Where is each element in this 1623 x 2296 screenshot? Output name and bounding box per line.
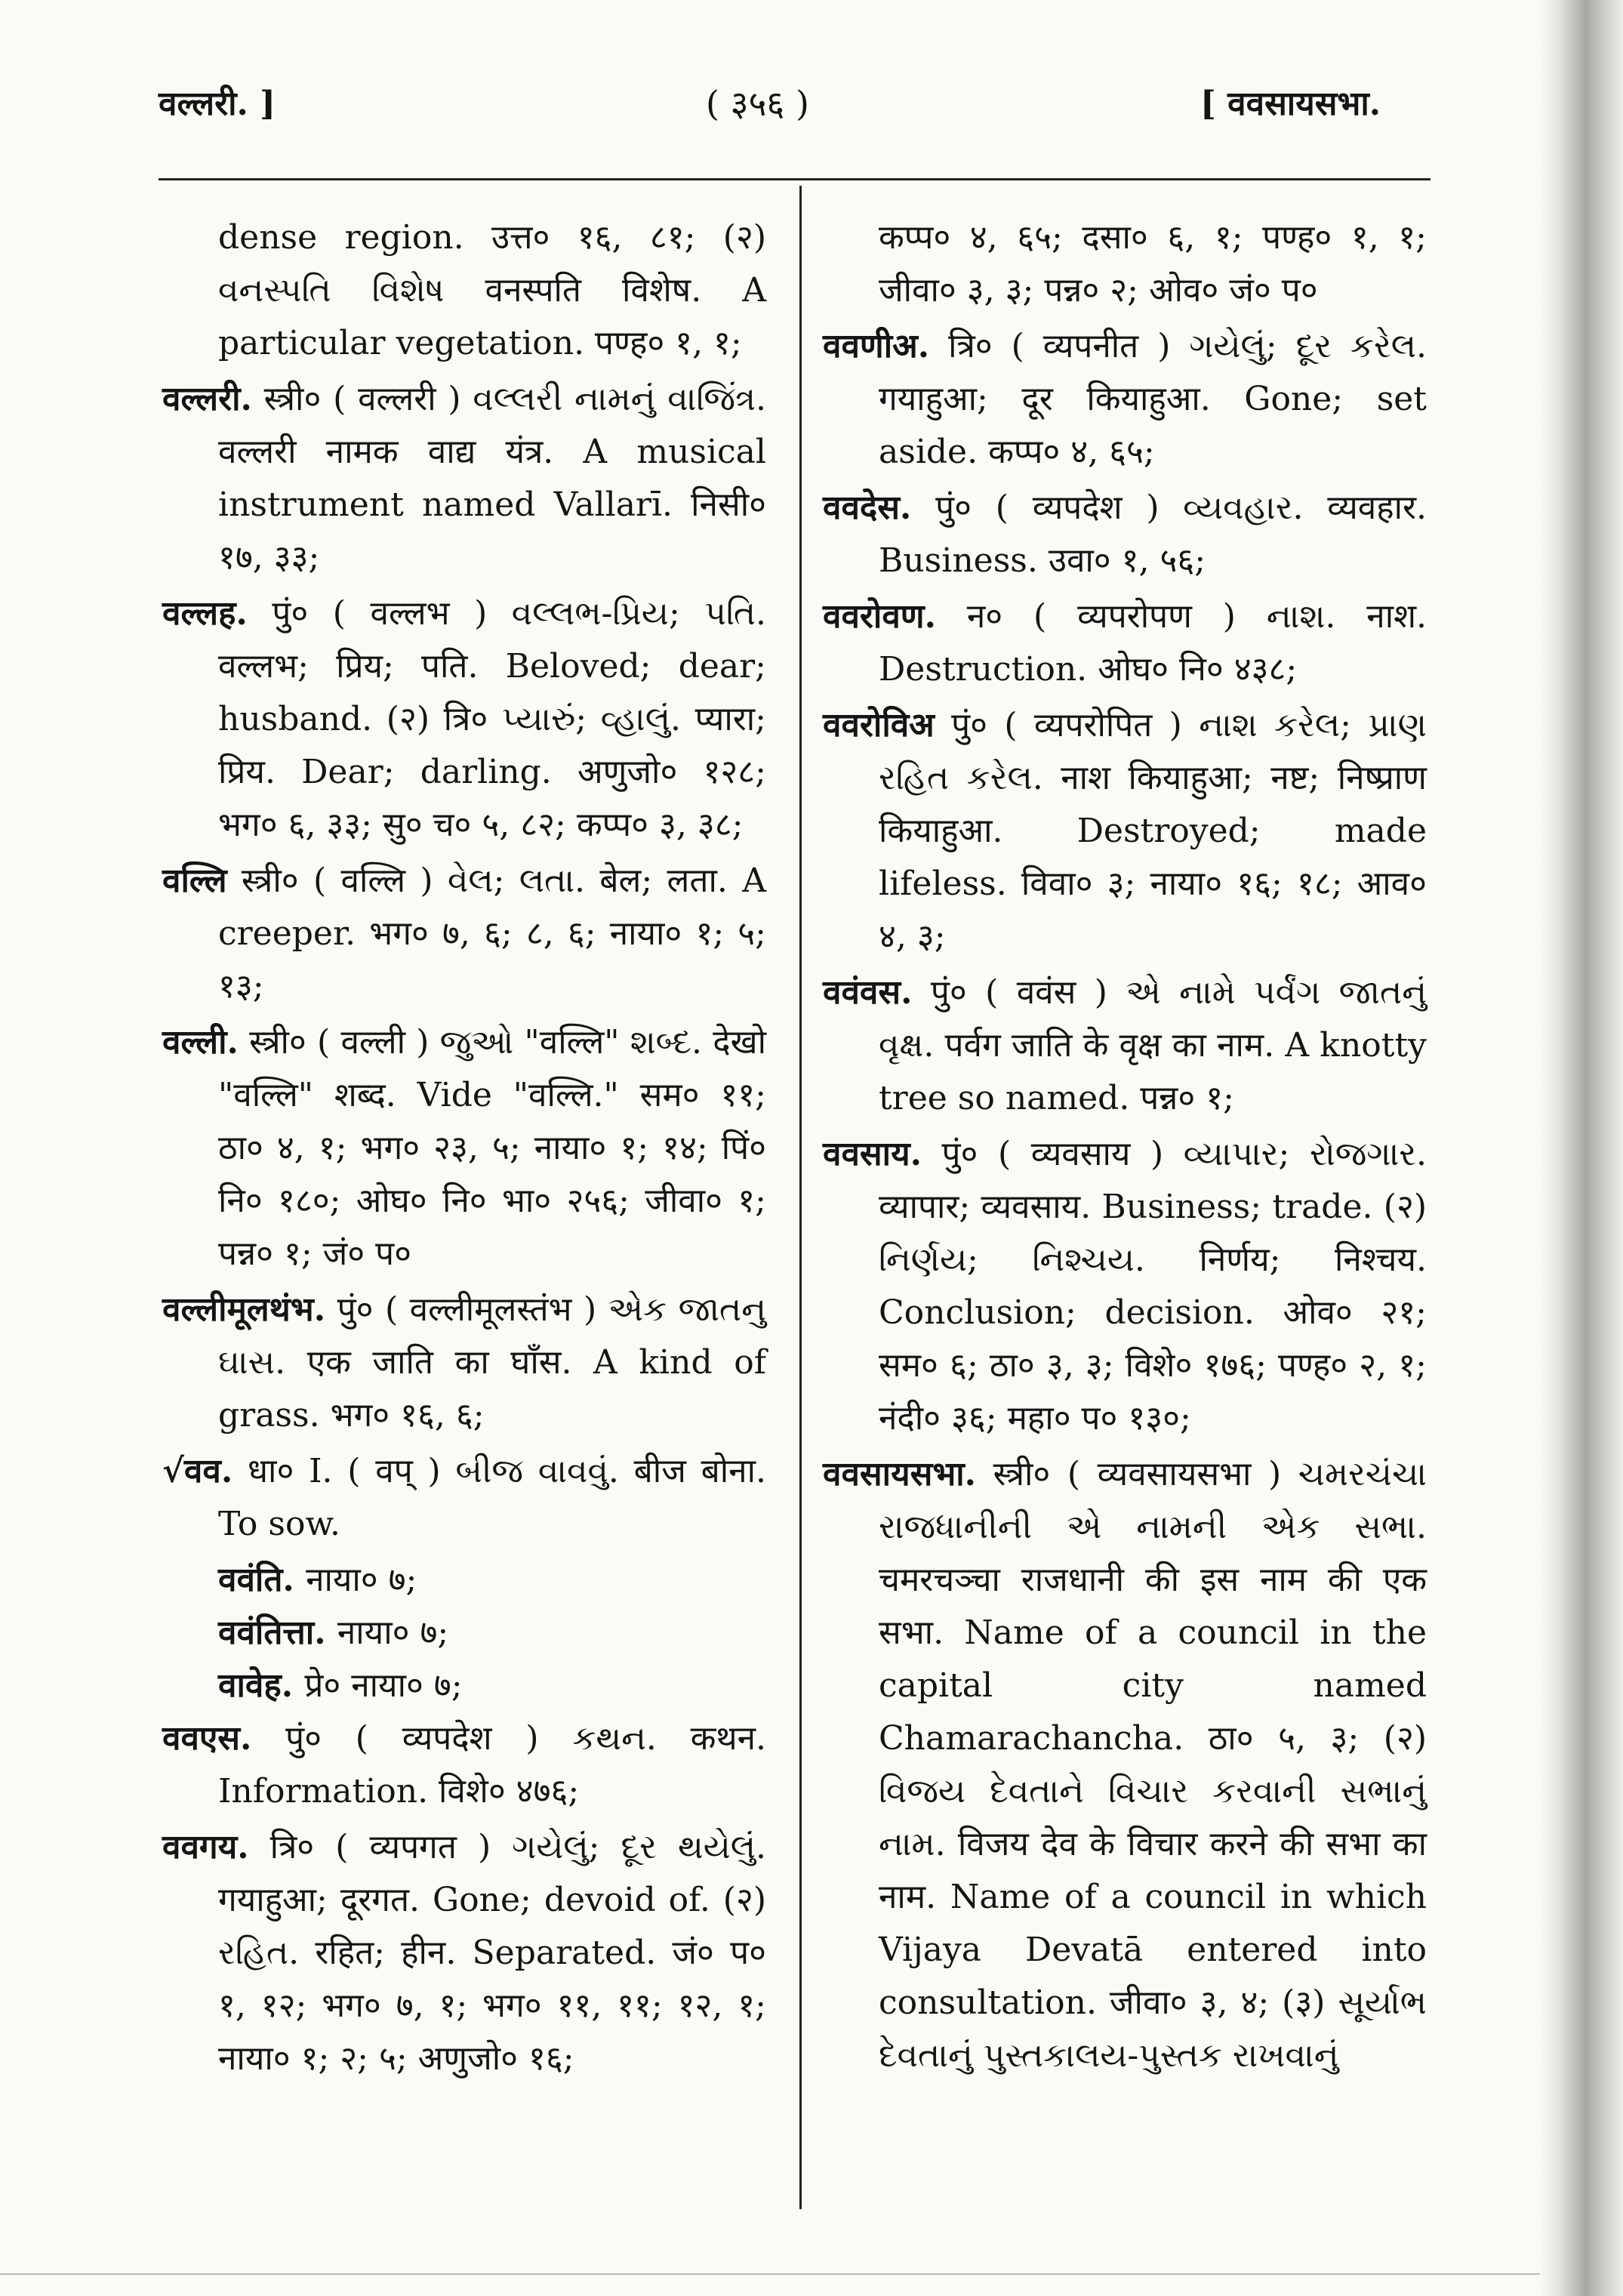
entry-headword: ववदेस. xyxy=(823,488,912,527)
sub-text: नाया० ७; xyxy=(306,1561,417,1599)
entry-text: पुं० ( व्यवसाय ) વ્યાપાર; રોજગાર. व्यापार; व्यवसाय. Business; trade. (२) નિર્ણય; નિશ્ચય. निर्णय; निश्चय. Conclusion; decision. ओव० २१; सम० ६; ठा० ३, ३; विशे० १७६; पण्ह० २, १; नंदी० ३६; महा० प० १३०; xyxy=(879,1135,1427,1438)
header-page-number: ( ३५६ ) xyxy=(706,83,809,124)
sub-headword: वावेह. xyxy=(218,1666,294,1705)
entry-text: पुं० ( व्यपरोपित ) નાશ કરેલ; પ્રાણ રહિત કરેલ. नाश कियाहुआ; नष्ट; निष्प्राण कियाहुआ. Destroyed; made lifeless. विवा० ३; नाया० १६; १८; आव० ४, ३; xyxy=(879,706,1427,956)
column-divider xyxy=(799,186,802,2209)
entry-continuation xyxy=(823,211,1427,317)
header-rule xyxy=(159,178,1431,180)
dictionary-entry xyxy=(162,587,766,852)
header-right-guideword: [ ववसायसभा. xyxy=(1200,85,1381,123)
entry-text: dense region. उत्त० १६, ८१; (२) વનસ્પતિ વિશેષ वनस्पति विशेष. A particular vegetation. पण्ह० १, १; xyxy=(218,218,766,362)
dictionary-entry xyxy=(823,590,1427,696)
entry-headword: ववरोवण. xyxy=(823,597,936,636)
sub-entry xyxy=(162,1607,766,1660)
dictionary-entry xyxy=(823,699,1427,963)
entry-text: स्त्री० ( वल्लरी ) વલ્લરી નામનું વાજિંત્ર. वल्लरी नामक वाद्य यंत्र. A musical instrument named Vallarī. निसी० १७, ३३; xyxy=(218,380,766,577)
dictionary-entry xyxy=(823,320,1427,479)
entry-headword: वल्लरी. xyxy=(162,380,252,418)
dictionary-entry xyxy=(162,1821,766,2085)
entry-headword: ववगय. xyxy=(162,1828,249,1866)
sub-entry xyxy=(162,1554,766,1607)
entry-headword: ववरोविअ xyxy=(823,706,935,744)
entry-headword: ववसायसभा. xyxy=(823,1455,976,1493)
right-column xyxy=(823,211,1427,2085)
entry-text: स्त्री० ( वल्ली ) જુઓ "वल्लि" શબ્દ. देखो "वल्लि" शब्द. Vide "वल्लि." सम० ११; ठा० ४, १; भग० २३, ५; नाया० १; १४; पिं० नि० १८०; ओघ० नि० भा० २५६; जीवा० १; पन्न० १; जं० प० xyxy=(218,1023,766,1273)
page-spine-shadow xyxy=(1540,0,1623,2296)
entry-headword: वल्लीमूलथंभ. xyxy=(162,1290,326,1329)
dictionary-entry xyxy=(162,373,766,584)
entry-headword: ववंवस. xyxy=(823,973,913,1012)
sub-headword: ववंतित्ता. xyxy=(218,1613,326,1652)
dictionary-entry xyxy=(823,966,1427,1125)
dictionary-entry xyxy=(162,1445,766,1551)
entry-text: पुं० ( ववंस ) એ નામે પર્વંગ જાતનું વૃક્ષ. पर्वग जाति के वृक्ष का नाम. A knotty tree so named. पन्न० १; xyxy=(879,973,1427,1117)
entry-text: स्त्री० ( व्यवसायसभा ) ચમરચંચા રાજધાનીની એ નામની એક સભા. चमरचञ्चा राजधानी की इस नाम की एक सभा. Name of a council in the capital city named Chamarachancha. ठा० ५, ३; (२) વિજય દેવતાને વિચાર કરવાની સભાનું નામ. विजय देव के विचार करने की सभा का नाम. Name of a council in which Vijaya Devatā entered into consultation. जीवा० ३, ४; (३) સૂર્યાભ દેવતાનું પુસ્તકાલય-પુસ્તક રાખવાનું xyxy=(879,1455,1427,2075)
dictionary-entry xyxy=(823,482,1427,587)
sub-text: नाया० ७; xyxy=(337,1613,449,1652)
entry-text: पुं० ( वल्लभ ) વલ્લભ-પ્રિય; પતિ. वल्लभ; प्रिय; पति. Beloved; dear; husband. (२) त्रि० પ્યારું; વ્હાલું. प्यारा; प्रिय. Dear; darling. अणुजो० १२८; भग० ६, ३३; सु० च० ५, ८२; कप्प० ३, ३८; xyxy=(218,594,766,844)
dictionary-entry xyxy=(823,1128,1427,1445)
entry-text: पुं० ( व्यपदेश ) કથન. कथन. Information. विशे० ४७६; xyxy=(218,1719,766,1811)
entry-text: कप्प० ४, ६५; दसा० ६, १; पण्ह० १, १; जीवा० ३, ३; पन्न० २; ओव० जं० प० xyxy=(879,218,1427,310)
page-bottom-edge xyxy=(0,2273,1540,2275)
entry-headword: ववणीअ. xyxy=(823,327,930,365)
left-column xyxy=(162,211,766,2088)
entry-text: धा० I. ( वप् ) બીજ વાવવું. बीज बोना. To sow. xyxy=(218,1452,766,1543)
entry-headword: ववएस. xyxy=(162,1719,252,1758)
dictionary-entry xyxy=(162,1284,766,1442)
entry-text: न० ( व्यपरोपण ) નાશ. नाश. Destruction. ओघ० नि० ४३८; xyxy=(879,597,1427,689)
entry-headword: √वव. xyxy=(162,1452,233,1490)
dictionary-entry xyxy=(162,1016,766,1281)
dictionary-entry xyxy=(823,1448,1427,2082)
entry-text: पुं० ( वल्लीमूलस्तंभ ) એક જાતનુ ઘાસ. एक जाति का घाँस. A kind of grass. भग० १६, ६; xyxy=(218,1290,766,1435)
entry-headword: ववसाय. xyxy=(823,1135,922,1173)
entry-continuation xyxy=(162,211,766,370)
entry-headword: वल्ली. xyxy=(162,1023,239,1062)
entry-headword: वल्लि xyxy=(162,861,227,900)
entry-text: स्त्री० ( वल्लि ) વેલ; લતા. बेल; लता. A creeper. भग० ७, ६; ८, ६; नाया० १; ५; १३; xyxy=(218,861,766,1006)
entry-text: त्रि० ( व्यपनीत ) ગયેલું; દૂર કરેલ. गयाहुआ; दूर कियाहुआ. Gone; set aside. कप्प० ४, ६५; xyxy=(879,327,1427,471)
entry-text: पुं० ( व्यपदेश ) વ્યવહાર. व्यवहार. Business. उवा० १, ५६; xyxy=(879,488,1427,580)
entry-headword: वल्लह. xyxy=(162,594,248,633)
sub-headword: ववंति. xyxy=(218,1561,294,1599)
dictionary-entry xyxy=(162,1712,766,1818)
header-left-guideword: वल्लरी. ] xyxy=(159,85,276,123)
dictionary-entry xyxy=(162,855,766,1013)
entry-text: त्रि० ( व्यपगत ) ગયેલું; દૂર થયેલું. गयाहुआ; दूरगत. Gone; devoid of. (२) રહિત. रहित; हीन. Separated. जं० प० १, १२; भग० ७, १; भग० ११, ११; १२, १; नाया० १; २; ५; अणुजो० १६; xyxy=(218,1828,766,2078)
sub-entry xyxy=(162,1660,766,1712)
sub-text: प्रे० नाया० ७; xyxy=(304,1666,463,1705)
